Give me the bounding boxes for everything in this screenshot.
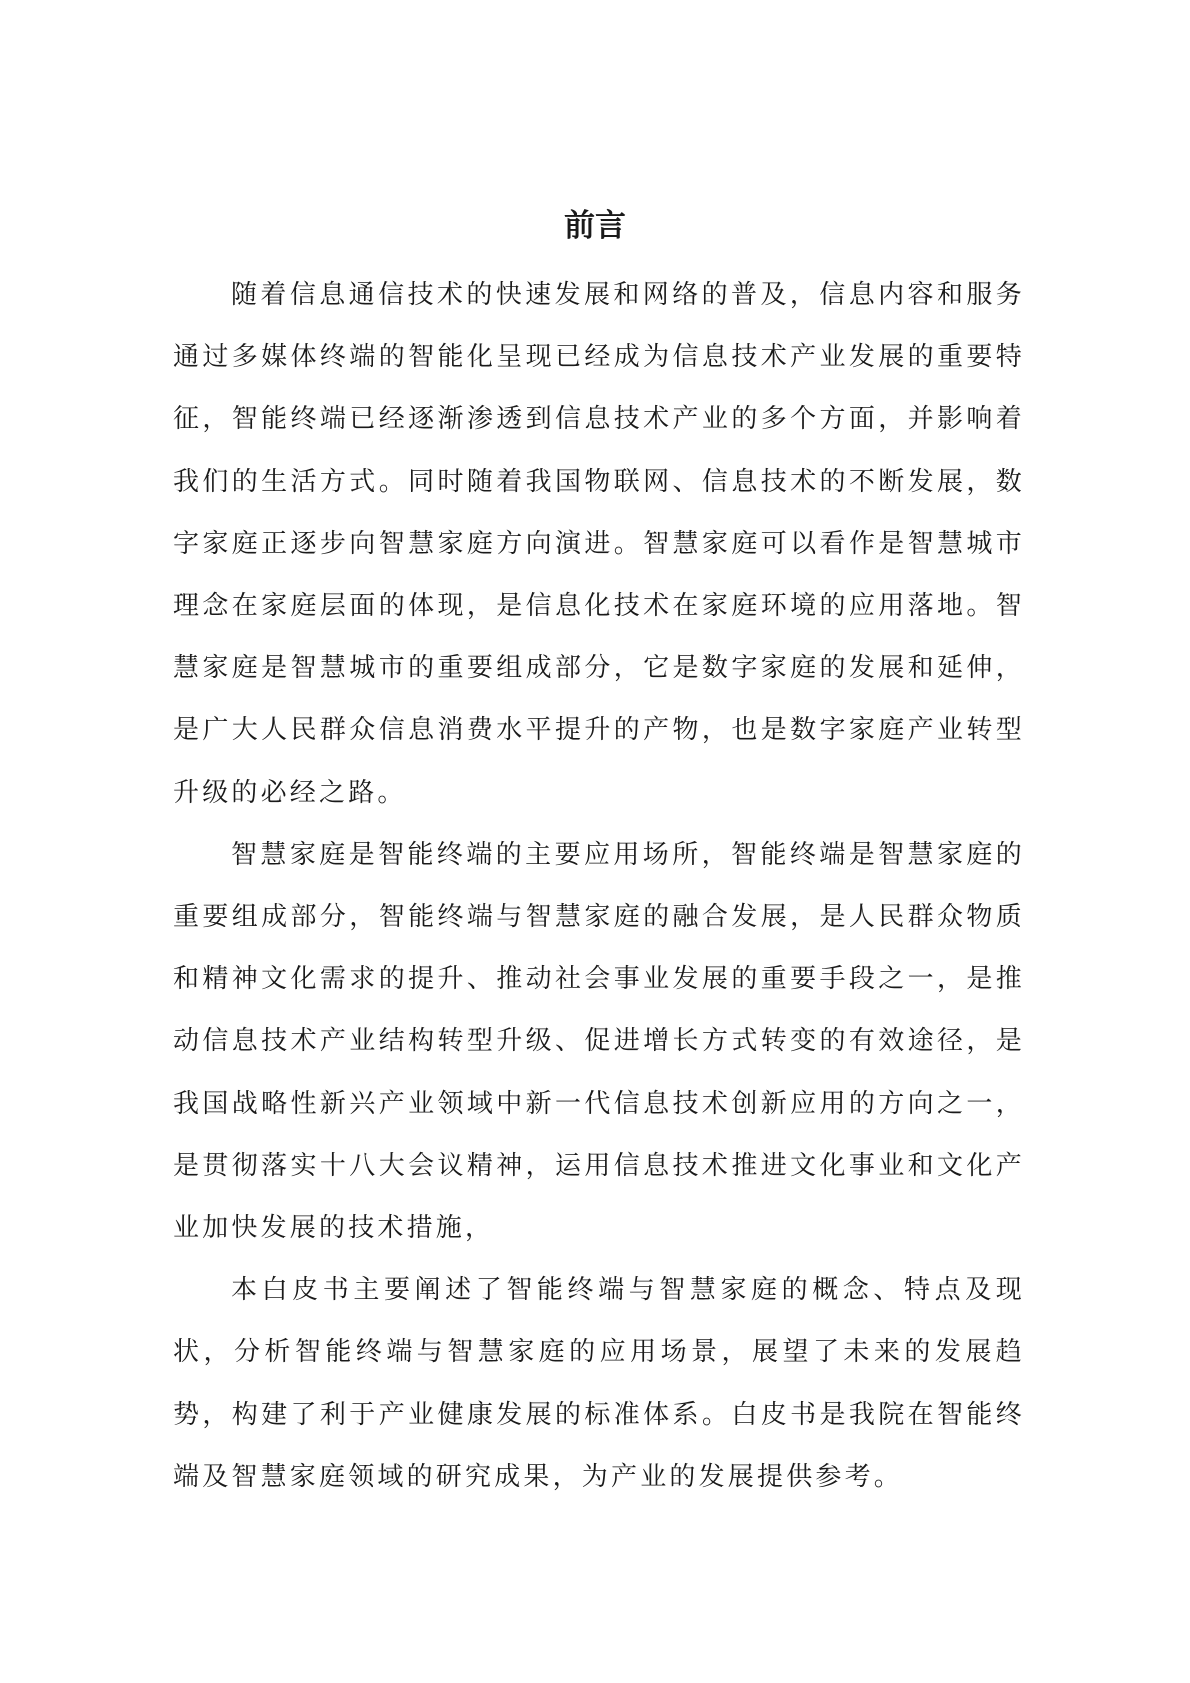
- paragraph-2: 智慧家庭是智能终端的主要应用场所，智能终端是智慧家庭的重要组成部分，智能终端与智慧家庭的融合发展，是人民群众物质和精神文化需求的提升、推动社会事业发展的重要手段之一，是推动信息技术产业结构转型升级、促进增长方式转变的有效途径，是我国战略性新兴产业领域中新一代信息技术创新应用的方向之一，是贯彻落实十八大会议精神，运用信息技术推进文化事业和文化产业加快发展的技术措施，: [173, 839, 1025, 1244]
- paragraph-1: 随着信息通信技术的快速发展和网络的普及，信息内容和服务通过多媒体终端的智能化呈现已经成为信息技术产业发展的重要特征，智能终端已经逐渐渗透到信息技术产业的多个方面，并影响着我们的生活方式。同时随着我国物联网、信息技术的不断发展，数字家庭正逐步向智慧家庭方向演进。智慧家庭可以看作是智慧城市理念在家庭层面的体现，是信息化技术在家庭环境的应用落地。智慧家庭是智慧城市的重要组成部分，它是数字家庭的发展和延伸，是广大人民群众信息消费水平提升的产物，也是数字家庭产业转型升级的必经之路。: [173, 280, 1025, 808]
- document-body: [173, 264, 1025, 1508]
- paragraph-3: 本白皮书主要阐述了智能终端与智慧家庭的概念、特点及现状，分析智能终端与智慧家庭的应用场景，展望了未来的发展趋势，构建了利于产业健康发展的标准体系。白皮书是我院在智能终端及智慧家庭领域的研究成果，为产业的发展提供参考。: [173, 1275, 1025, 1492]
- page-title: 前言: [564, 208, 626, 244]
